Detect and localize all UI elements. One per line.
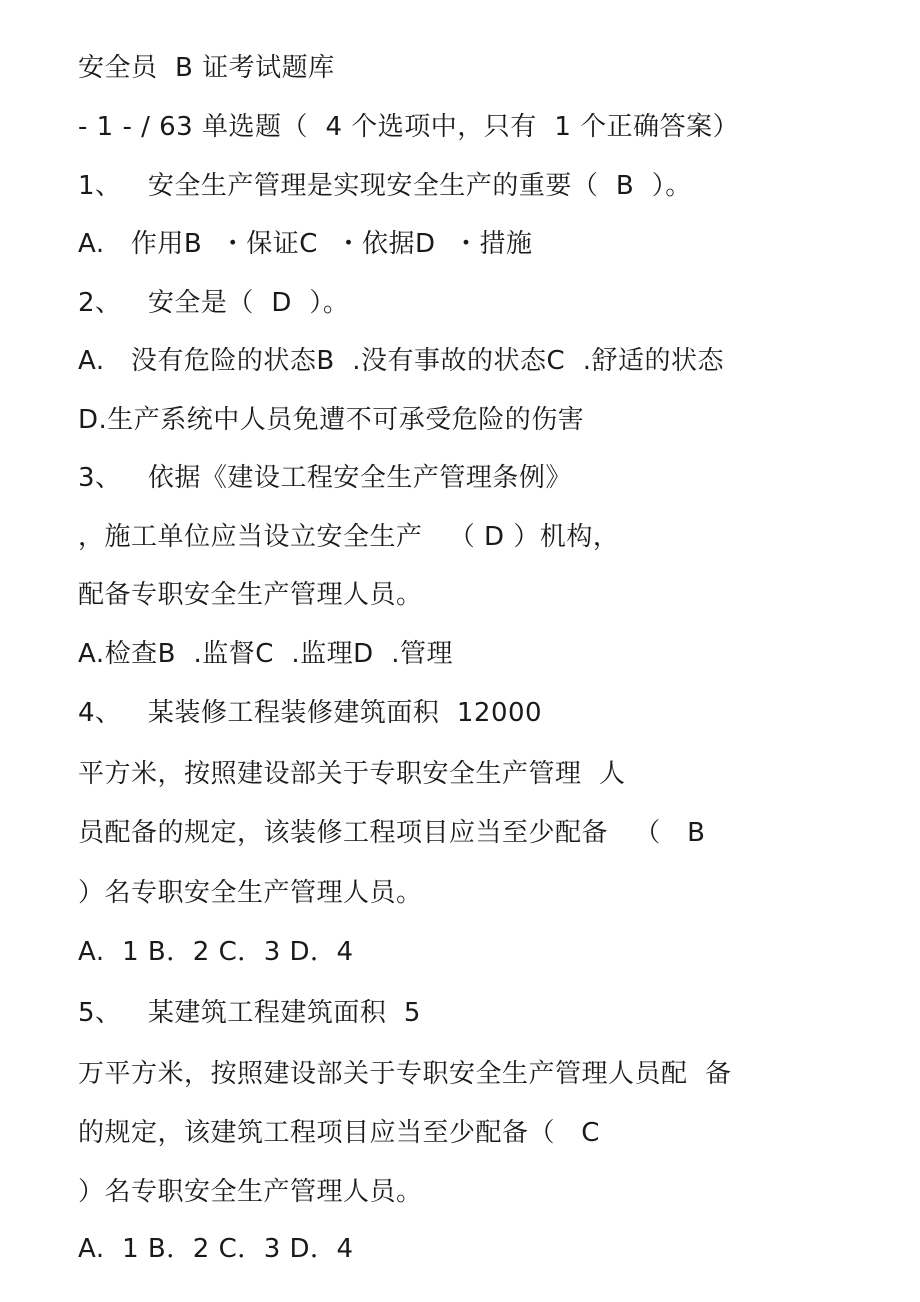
question-3-options: A.检查B .监督C .监理D .管理: [78, 639, 453, 669]
question-4-continued-2: 员配备的规定，该装修工程项目应当至少配备 （ B: [78, 818, 706, 848]
question-1: 1、 安全生产管理是实现安全生产的重要（ B ）。: [78, 171, 692, 201]
question-4-options: A. 1 B．2 C．3 D．4: [78, 937, 354, 967]
section-header: - 1 - / 63 单选题（ 4 个选项中，只有 1 个正确答案）: [78, 112, 740, 142]
question-4-continued-3: ）名专职安全生产管理人员。: [78, 878, 423, 908]
question-3-continued: ，施工单位应当设立安全生产 （ D ）机构，: [78, 522, 620, 552]
question-3-continued-2: 配备专职安全生产管理人员。: [78, 580, 423, 610]
document-title: 安全员 B 证考试题库: [78, 53, 335, 83]
question-5-continued: 万平方米，按照建设部关于专职安全生产管理人员配 备: [78, 1059, 732, 1089]
question-2-options: A. 没有危险的状态B .没有事故的状态C .舒适的状态: [78, 346, 724, 376]
question-5-options: A. 1 B．2 C．3 D．4: [78, 1234, 354, 1264]
question-1-options: A. 作用B ・保证C ・依据D ・措施: [78, 229, 533, 259]
question-5: 5、 某建筑工程建筑面积 5: [78, 998, 421, 1028]
question-2-option-d: D.生产系统中人员免遭不可承受危险的伤害: [78, 405, 585, 435]
question-3: 3、 依据《建设工程安全生产管理条例》: [78, 463, 572, 493]
question-5-continued-3: ）名专职安全生产管理人员。: [78, 1177, 423, 1207]
question-4-continued: 平方米，按照建设部关于专职安全生产管理 人: [78, 759, 626, 789]
question-4: 4、 某装修工程装修建筑面积 12000: [78, 698, 543, 728]
question-5-continued-2: 的规定，该建筑工程项目应当至少配备（ C: [78, 1118, 600, 1148]
question-2: 2、 安全是（ D ）。: [78, 288, 350, 318]
